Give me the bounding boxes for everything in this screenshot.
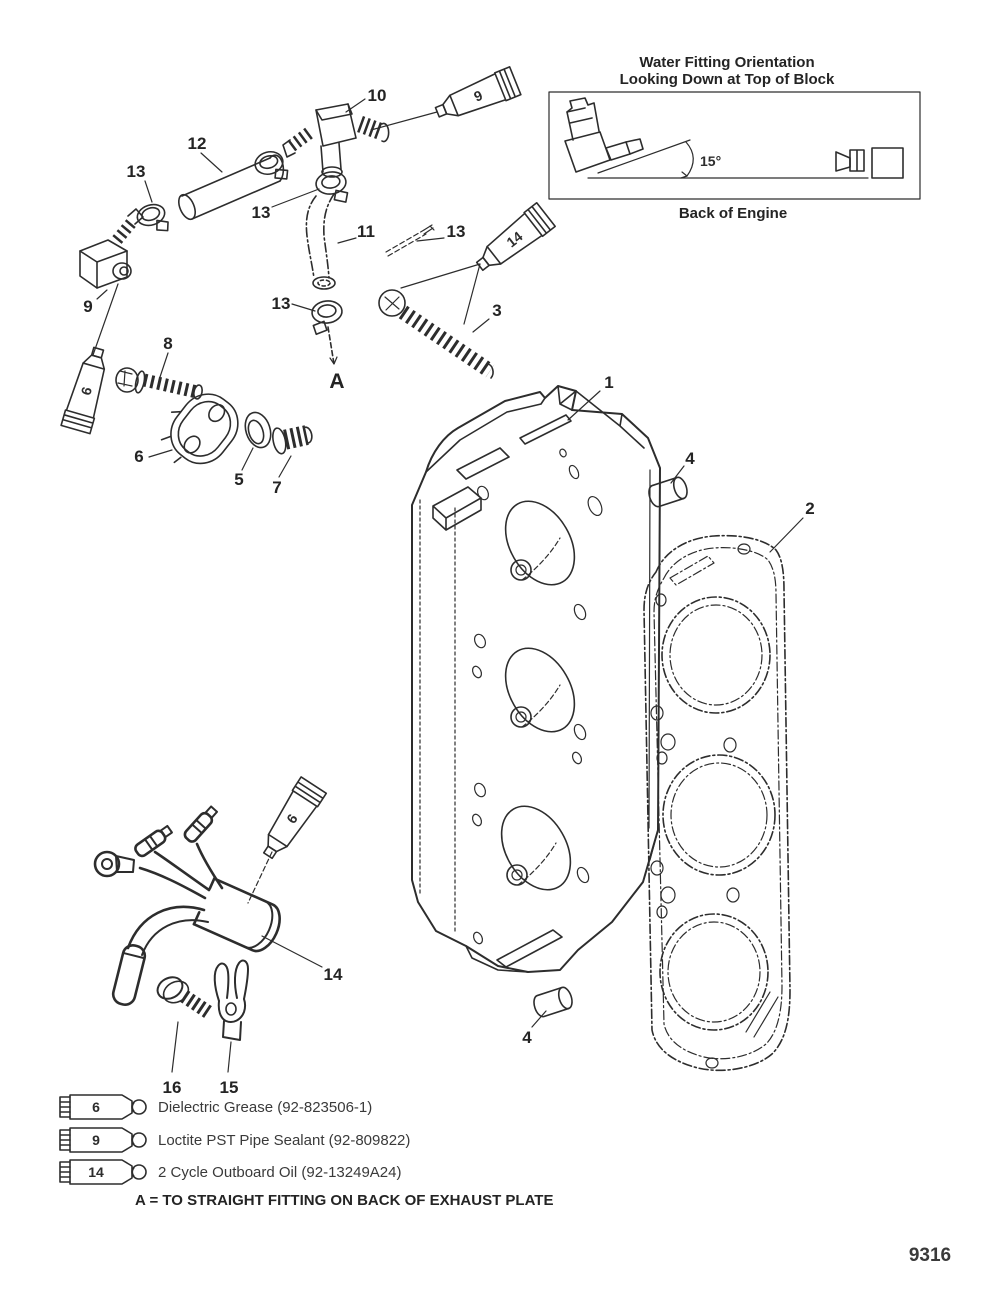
tube-grease: [255, 777, 326, 864]
legend-item-3: [60, 1160, 401, 1184]
leader-7: [279, 456, 291, 477]
leader-6: [149, 450, 172, 457]
angle-label: 15°: [700, 153, 722, 169]
inset-straight-fitting: [836, 148, 903, 178]
inset-angle-line: [598, 140, 690, 173]
tube-sealant-left-label: 9: [77, 385, 96, 398]
water-fitting-inset: [549, 54, 920, 222]
callout-16: 16: [162, 1078, 182, 1097]
part-5-seal: [241, 409, 275, 451]
leader-tube14-a: [401, 264, 480, 288]
tube-grease-label: 6: [283, 811, 301, 827]
part-14-harness: [95, 805, 286, 1007]
callout-13-3: 13: [446, 222, 466, 241]
legend-num-6: 6: [92, 1099, 100, 1115]
leader-tube6: [248, 852, 272, 903]
legend-tube-oil-icon: [60, 1160, 146, 1184]
part-2-gasket: [644, 536, 790, 1071]
leader-2: [770, 518, 803, 552]
tube-oil-top: [471, 203, 556, 278]
inset-caption: Back of Engine: [678, 205, 788, 222]
callout-1: 1: [604, 373, 614, 392]
leader-13-4: [292, 304, 315, 311]
callout-14: 14: [323, 965, 343, 984]
leader-13-2: [272, 189, 319, 207]
part-1-block: [412, 386, 660, 972]
part-10-tee-fitting: [283, 104, 389, 177]
part-3-screw: [379, 290, 493, 378]
leader-12: [201, 153, 222, 172]
tube-sealant-left: [61, 345, 113, 434]
callout-2: 2: [805, 499, 815, 518]
leader-tube9-top: [371, 112, 437, 130]
legend-text-grease: Dielectric Grease (92-823506-1): [158, 1099, 373, 1116]
legend: [60, 1095, 553, 1209]
callout-A: A: [329, 370, 345, 393]
page-number: 9316: [908, 1245, 952, 1266]
legend-text-sealant: Loctite PST Pipe Sealant (92-809822): [158, 1132, 411, 1149]
legend-note-A: A = TO STRAIGHT FITTING ON BACK OF EXHAUST PLATE: [135, 1192, 554, 1209]
callout-13-4: 13: [271, 294, 291, 313]
legend-num-9: 9: [92, 1132, 100, 1148]
leader-13-1: [145, 181, 152, 202]
leader-15: [228, 1042, 231, 1072]
block-port-3: [488, 794, 585, 902]
legend-tube-sealant-icon: [60, 1128, 146, 1152]
part-16-screw: [154, 973, 208, 1012]
leader-5: [242, 448, 253, 470]
part-13-clamp-4: [311, 299, 344, 334]
legend-tube-grease-icon: [60, 1095, 146, 1119]
part-9-elbow: [80, 209, 143, 288]
callout-10: 10: [367, 86, 387, 105]
part-7-fitting: [271, 421, 315, 455]
leader-11: [338, 238, 356, 243]
callout-7: 7: [272, 478, 282, 497]
callout-3: 3: [492, 301, 502, 320]
tube-sealant-top-label: 9: [471, 86, 485, 105]
leader-8: [160, 353, 168, 377]
leader-tube14-b: [464, 264, 480, 324]
callout-4-bottom: 4: [522, 1028, 532, 1047]
legend-text-oil: 2 Cycle Outboard Oil (92-13249A24): [158, 1164, 402, 1181]
callout-8: 8: [163, 334, 173, 353]
tube-sealant-top: [432, 67, 521, 126]
part-13-clamp-3: [315, 170, 349, 206]
tube-oil-top-label: 14: [503, 228, 526, 251]
leader-9-label: [97, 290, 107, 299]
callout-9: 9: [83, 297, 93, 316]
leader-tube9-left: [93, 284, 118, 355]
callout-13-1: 13: [126, 162, 146, 181]
legend-item-1: [60, 1095, 372, 1119]
gasket-passages: [651, 544, 778, 1068]
block-port-1: [492, 489, 589, 597]
leader-3: [473, 319, 489, 332]
part-13-clamp-2: [253, 148, 290, 186]
callout-12: 12: [187, 134, 207, 153]
leader-14-harness: [262, 936, 322, 967]
callout-13-2: 13: [251, 203, 271, 222]
part-15-fork-terminal: [215, 961, 248, 1040]
inset-angle-arrow: [681, 172, 687, 178]
leader-13-3: [417, 238, 444, 241]
callout-6: 6: [134, 447, 144, 466]
leader-4-bottom: [532, 1011, 546, 1027]
callout-5: 5: [234, 470, 244, 489]
part-6-flange: [148, 379, 248, 482]
part-4-dowel-bottom: [532, 986, 575, 1019]
callout-15: 15: [219, 1078, 239, 1097]
part-8-bolt: [116, 368, 203, 400]
part-11-hose: [306, 194, 335, 289]
callout-4-top: 4: [685, 449, 695, 468]
callout-11: 11: [357, 222, 375, 241]
inset-title-line1: Water Fitting Orientation: [639, 54, 815, 71]
inset-angle-arc: [686, 142, 693, 176]
part-4-dowel-top: [647, 476, 690, 509]
legend-num-14: 14: [88, 1164, 104, 1180]
inset-title-line2: Looking Down at Top of Block: [619, 71, 835, 88]
leader-16: [172, 1022, 178, 1072]
legend-item-2: [60, 1128, 410, 1152]
